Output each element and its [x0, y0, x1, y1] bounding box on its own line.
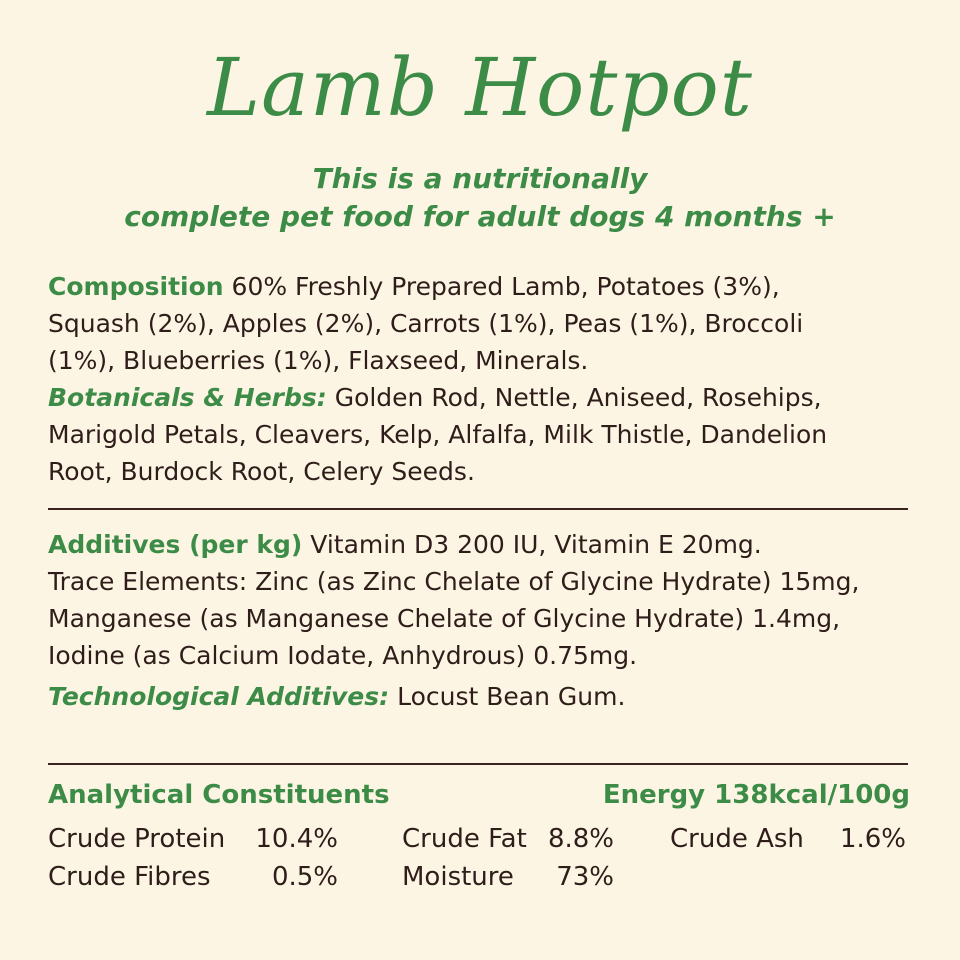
additives-text-2: Trace Elements: Zinc (as Zinc Chelate of Glycine Hydrate) 15mg,: [48, 567, 860, 596]
composition-text-1: 60% Freshly Prepared Lamb, Potatoes (3%),: [223, 272, 780, 301]
constituent-value: 1.6%: [839, 824, 906, 854]
constituents-row: [48, 862, 910, 902]
additives-heading: Additives (per kg): [48, 530, 303, 559]
product-title: Lamb Hotpot: [207, 41, 753, 134]
botanicals-text-1: Golden Rod, Nettle, Aniseed, Rosehips,: [326, 383, 822, 412]
composition-heading: Composition: [48, 272, 224, 301]
constituent-value: 0.5%: [271, 862, 338, 892]
botanicals-heading: Botanicals & Herbs:: [48, 383, 327, 412]
technological-text: Locust Bean Gum.: [389, 682, 626, 711]
energy-value: Energy 138kcal/100g: [602, 780, 910, 810]
section-divider-2: [48, 763, 908, 765]
analytical-header: [48, 780, 910, 810]
constituent-label: Crude Fibres: [48, 862, 211, 892]
additives-text-3: Manganese (as Manganese Chelate of Glycine Hydrate) 1.4mg,: [48, 604, 841, 633]
botanicals-text-3: Root, Burdock Root, Celery Seeds.: [48, 457, 475, 486]
constituent-label: Crude Ash: [670, 824, 804, 854]
botanicals-text-2: Marigold Petals, Cleavers, Kelp, Alfalfa, Milk Thistle, Dandelion: [48, 420, 828, 449]
additives-section: [48, 526, 912, 715]
constituent-label: Crude Protein: [48, 824, 226, 854]
section-divider-1: [48, 508, 908, 510]
composition-text-2: Squash (2%), Apples (2%), Carrots (1%), Peas (1%), Broccoli: [48, 309, 804, 338]
analytical-heading: Analytical Constituents: [48, 780, 390, 810]
constituent-label: Crude Fat: [402, 824, 527, 854]
additives-text-4: Iodine (as Calcium Iodate, Anhydrous) 0.75mg.: [48, 641, 638, 670]
constituent-value: 10.4%: [255, 824, 338, 854]
composition-section: [48, 268, 912, 490]
constituent-value: 73%: [556, 862, 614, 892]
constituent-label: Moisture: [402, 862, 514, 892]
subtitle-line-2: complete pet food for adult dogs 4 months +: [124, 200, 836, 233]
constituents-row: [48, 824, 910, 864]
constituent-value: 8.8%: [547, 824, 614, 854]
technological-heading: Technological Additives:: [48, 682, 390, 711]
composition-text-3: (1%), Blueberries (1%), Flaxseed, Minerals.: [48, 346, 589, 375]
additives-text-1: Vitamin D3 200 IU, Vitamin E 20mg.: [302, 530, 762, 559]
subtitle-line-1: This is a nutritionally: [312, 162, 648, 195]
product-subtitle: [0, 160, 960, 236]
